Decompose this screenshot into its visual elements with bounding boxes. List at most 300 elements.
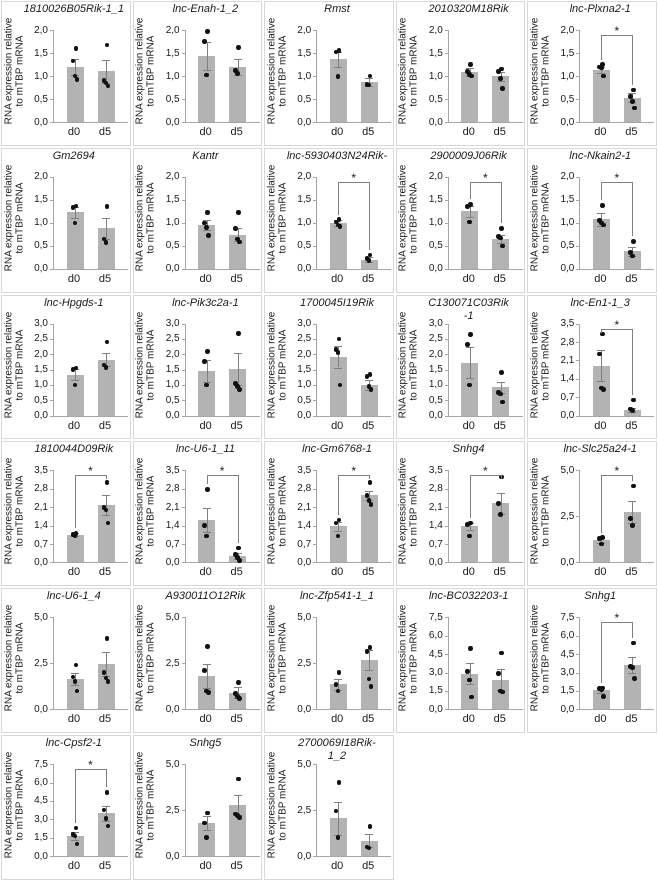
- y-axis-label-line: RNA expression relative: [266, 311, 278, 419]
- error-bar-cap: [102, 353, 110, 354]
- y-tick-label: 3,5: [297, 464, 312, 476]
- x-tick-label: d0: [331, 126, 344, 138]
- y-tick-mark: [445, 385, 448, 386]
- chart-title: [19, 737, 129, 750]
- chart-title-line: 2010320M18Rik: [428, 3, 509, 15]
- y-tick-label: 2,0: [34, 171, 48, 183]
- y-axis-label-line: RNA expression relative: [134, 604, 146, 712]
- x-tick-label: d0: [67, 272, 81, 285]
- data-point: [630, 254, 635, 259]
- data-point: [105, 340, 110, 345]
- error-bar: [207, 664, 208, 688]
- x-tick-label: d0: [67, 860, 81, 873]
- y-tick-label: 0,5: [34, 93, 48, 105]
- y-tick-mark: [445, 246, 448, 247]
- data-point: [105, 790, 110, 795]
- y-tick-mark: [576, 562, 579, 563]
- plot-area: [185, 617, 260, 710]
- y-tick-label: 1,5: [297, 194, 312, 206]
- y-axis-label: [133, 308, 159, 422]
- significance-bracket-drop: [470, 475, 471, 517]
- significance-bracket-drop: [601, 182, 602, 201]
- y-tick-label: 4,5: [560, 648, 575, 660]
- y-tick-mark: [576, 360, 579, 361]
- y-tick-label: 2,0: [428, 171, 443, 183]
- y-tick-label: 2,0: [560, 24, 575, 36]
- y-tick-label: 2,5: [560, 510, 575, 522]
- significance-star: *: [88, 464, 93, 479]
- data-point: [233, 226, 238, 231]
- significance-bracket-drop: [338, 182, 339, 215]
- y-tick-mark: [50, 400, 53, 401]
- y-tick-mark: [50, 764, 53, 765]
- data-point: [205, 349, 210, 354]
- y-tick-mark: [313, 764, 316, 765]
- y-tick-mark: [50, 324, 53, 325]
- y-tick-label: 0,0: [34, 703, 48, 715]
- error-bar-cap: [365, 834, 373, 835]
- y-tick-mark: [313, 76, 316, 77]
- y-tick-label: 0,0: [165, 116, 180, 128]
- x-tick-label: d0: [594, 566, 607, 579]
- y-tick-mark: [50, 416, 53, 417]
- x-tick-label: d0: [199, 419, 212, 432]
- chart-panel: [133, 1, 263, 146]
- plot-area: [448, 170, 523, 270]
- bar-d5: [361, 82, 378, 122]
- y-tick-mark: [182, 764, 185, 765]
- significance-bracket-drop: [601, 622, 602, 683]
- data-point: [236, 777, 241, 782]
- y-tick-label: 2,1: [165, 501, 180, 513]
- chart-panel: [133, 148, 263, 293]
- chart-title-line: 2900009J06Rik: [430, 149, 507, 162]
- significance-bracket-drop: [632, 182, 633, 236]
- y-tick-label: 1,0: [560, 70, 575, 82]
- error-bar-cap: [334, 67, 342, 68]
- y-tick-mark: [576, 654, 579, 655]
- y-tick-label: 0,0: [428, 703, 443, 715]
- chart-title: [545, 3, 655, 16]
- data-point: [236, 210, 241, 215]
- y-tick-label: 3,0: [297, 318, 312, 330]
- data-point: [599, 687, 604, 692]
- chart-title: [19, 297, 129, 310]
- y-tick-label: 0,5: [34, 394, 48, 406]
- y-tick-label: 5,0: [297, 611, 312, 623]
- y-tick-label: 0,7: [34, 538, 48, 550]
- x-tick-label: d5: [98, 419, 112, 432]
- error-bar-cap: [628, 657, 636, 658]
- x-tick-label: d0: [462, 272, 475, 285]
- chart-title: [282, 590, 392, 603]
- significance-star: *: [614, 24, 620, 38]
- y-tick-mark: [50, 339, 53, 340]
- chart-title: [282, 3, 392, 16]
- plot-area: [579, 317, 654, 417]
- y-tick-mark: [50, 200, 53, 201]
- data-point: [202, 668, 207, 673]
- y-axis-label-line: RNA expression relative: [266, 17, 278, 125]
- y-tick-mark: [313, 663, 316, 664]
- y-tick-mark: [313, 385, 316, 386]
- chart-panel: [264, 295, 394, 440]
- error-bar: [470, 347, 471, 378]
- y-tick-mark: [50, 354, 53, 355]
- y-tick-mark: [50, 223, 53, 224]
- y-tick-label: 0,0: [34, 556, 48, 568]
- chart-panel: [264, 588, 394, 733]
- y-axis-label-line: RNA expression relative: [3, 17, 14, 125]
- y-tick-label: 2,5: [165, 657, 180, 669]
- data-point: [105, 480, 110, 485]
- y-axis-label-line: RNA expression relative: [134, 458, 146, 565]
- error-bar-cap: [203, 70, 211, 71]
- significance-bracket-drop: [106, 769, 107, 787]
- plot-area: [53, 758, 128, 857]
- empty-cell: [396, 735, 526, 880]
- significance-bracket-drop: [207, 475, 208, 484]
- y-axis-label: [1, 454, 27, 568]
- chart-title: [19, 3, 129, 16]
- y-tick-mark: [50, 246, 53, 247]
- y-tick-label: 5,0: [165, 611, 180, 623]
- y-tick-mark: [313, 99, 316, 100]
- plot-area: [316, 170, 391, 270]
- y-tick-label: 1,5: [428, 47, 443, 59]
- y-tick-mark: [182, 617, 185, 618]
- data-point: [500, 244, 505, 249]
- error-bar-cap: [71, 840, 79, 841]
- data-point: [105, 636, 110, 641]
- y-tick-label: 1,5: [428, 194, 443, 206]
- chart-title-line: lnc-5930403N24Rik-: [286, 149, 388, 162]
- y-axis-label-line: RNA expression relative: [3, 751, 14, 859]
- y-tick-mark: [50, 99, 53, 100]
- y-axis-label-line: RNA expression relative: [3, 164, 14, 272]
- chart-title: [19, 443, 129, 456]
- y-tick-mark: [182, 416, 185, 417]
- data-point: [465, 669, 470, 674]
- chart-title-line: lnc-Nkain2-1: [569, 149, 632, 162]
- y-tick-label: 0,5: [560, 93, 575, 105]
- data-point: [206, 690, 211, 695]
- y-tick-label: 1,5: [34, 47, 48, 59]
- chart-title: [282, 297, 392, 310]
- error-bar-cap: [365, 380, 373, 381]
- significance-star: *: [219, 464, 225, 479]
- y-tick-mark: [445, 673, 448, 674]
- chart-title-line: Gm2694: [52, 149, 95, 162]
- x-tick-label: d0: [462, 126, 475, 138]
- y-tick-label: 0,0: [297, 410, 312, 422]
- y-tick-mark: [50, 385, 53, 386]
- x-tick-label: d5: [493, 566, 506, 579]
- y-tick-mark: [445, 416, 448, 417]
- y-tick-label: 1,0: [428, 70, 443, 82]
- x-tick-label: d5: [493, 713, 506, 726]
- y-tick-mark: [182, 709, 185, 710]
- significance-star: *: [351, 170, 357, 185]
- x-tick-label: d5: [98, 860, 112, 873]
- y-tick-mark: [576, 470, 579, 471]
- y-axis-label: [264, 748, 290, 862]
- y-axis-label-line: RNA expression relative: [3, 604, 14, 712]
- significance-star: *: [614, 611, 620, 626]
- x-tick-label: d5: [362, 419, 375, 432]
- y-tick-label: 1,4: [560, 373, 575, 385]
- significance-bracket-drop: [601, 329, 602, 333]
- significance-bracket-drop: [601, 475, 602, 532]
- error-bar: [338, 52, 339, 68]
- data-point: [235, 71, 240, 76]
- plot-area: [185, 464, 260, 563]
- data-point: [206, 233, 211, 238]
- y-tick-label: 3,5: [165, 464, 180, 476]
- y-tick-label: 1,5: [560, 194, 575, 206]
- y-tick-label: 7,5: [34, 758, 48, 770]
- y-tick-label: 0,0: [428, 556, 443, 568]
- y-tick-mark: [313, 223, 316, 224]
- y-tick-mark: [445, 544, 448, 545]
- x-tick-label: d0: [331, 713, 344, 726]
- error-bar: [75, 207, 76, 218]
- y-tick-label: 2,0: [34, 24, 48, 36]
- x-tick-label: d0: [67, 126, 81, 138]
- chart-title: [414, 150, 524, 163]
- error-bar: [207, 508, 208, 532]
- y-tick-mark: [445, 370, 448, 371]
- y-tick-label: 0,0: [34, 263, 48, 275]
- chart-panel: [527, 295, 657, 440]
- data-point: [336, 350, 341, 355]
- data-point: [631, 398, 636, 403]
- y-tick-mark: [313, 354, 316, 355]
- y-tick-mark: [313, 30, 316, 31]
- y-tick-label: 0,0: [34, 850, 48, 862]
- y-tick-mark: [313, 177, 316, 178]
- chart-panel: [396, 588, 526, 733]
- y-axis-label: [133, 161, 159, 275]
- y-tick-mark: [182, 400, 185, 401]
- y-tick-mark: [445, 489, 448, 490]
- chart-title-line: lnc-Slc25a24-1: [563, 443, 637, 456]
- y-tick-mark: [50, 507, 53, 508]
- significance-star: *: [614, 170, 620, 185]
- chart-panel: [1, 295, 131, 440]
- y-tick-label: 1,5: [34, 832, 48, 844]
- y-tick-label: 0,5: [34, 240, 48, 252]
- x-tick-label: d5: [493, 419, 506, 432]
- y-tick-label: 2,1: [560, 354, 575, 366]
- y-axis-label: [133, 748, 159, 862]
- y-tick-label: 0,0: [428, 263, 443, 275]
- chart-panel: [264, 1, 394, 146]
- y-tick-mark: [50, 526, 53, 527]
- y-tick-mark: [313, 269, 316, 270]
- y-tick-label: 0,5: [165, 394, 180, 406]
- y-tick-mark: [576, 397, 579, 398]
- chart-panel: [396, 295, 526, 440]
- plot-area: [185, 324, 260, 417]
- chart-title: [414, 590, 524, 603]
- x-tick-label: d5: [625, 272, 638, 285]
- plot-area: [185, 30, 260, 123]
- error-bar-cap: [466, 217, 474, 218]
- y-tick-mark: [576, 324, 579, 325]
- data-point: [105, 43, 110, 48]
- x-tick-label: d0: [462, 713, 475, 726]
- y-axis-label-line: to mTBP mRNA: [145, 476, 157, 547]
- y-tick-label: 0,7: [428, 538, 443, 550]
- plot-area: [316, 764, 391, 857]
- chart-title-line: -1: [463, 309, 474, 322]
- y-tick-mark: [182, 544, 185, 545]
- significance-bracket-drop: [501, 475, 502, 479]
- error-bar-cap: [365, 670, 373, 671]
- plot-area: [53, 617, 128, 710]
- y-tick-mark: [313, 370, 316, 371]
- significance-bracket-drop: [369, 475, 370, 479]
- x-tick-label: d5: [362, 566, 375, 579]
- y-tick-mark: [182, 324, 185, 325]
- y-tick-mark: [445, 223, 448, 224]
- y-tick-mark: [576, 342, 579, 343]
- y-tick-mark: [313, 617, 316, 618]
- data-point: [237, 387, 242, 392]
- y-tick-label: 4,5: [428, 648, 443, 660]
- y-tick-label: 0,0: [34, 410, 48, 422]
- y-tick-label: 1,5: [165, 364, 180, 376]
- data-point: [237, 815, 242, 820]
- y-tick-label: 3,5: [428, 464, 443, 476]
- y-tick-mark: [313, 544, 316, 545]
- y-tick-label: 1,0: [297, 379, 312, 391]
- plot-area: [448, 30, 523, 123]
- y-tick-label: 2,8: [428, 483, 443, 495]
- y-tick-mark: [313, 709, 316, 710]
- y-tick-label: 1,0: [297, 70, 312, 82]
- y-axis-label: [264, 14, 290, 128]
- y-tick-label: 0,0: [165, 850, 180, 862]
- x-tick-label: d0: [331, 566, 344, 579]
- bar-d0: [461, 526, 478, 562]
- y-axis-label-line: to mTBP mRNA: [145, 769, 157, 841]
- data-point: [104, 365, 109, 370]
- error-bar-cap: [102, 218, 110, 219]
- data-point: [74, 46, 79, 51]
- x-tick-label: d0: [594, 713, 607, 726]
- chart-title-line: 1_2: [327, 750, 347, 763]
- y-tick-mark: [445, 269, 448, 270]
- y-axis-label-line: to mTBP mRNA: [14, 35, 25, 107]
- error-bar-cap: [102, 806, 110, 807]
- data-point: [236, 680, 241, 685]
- data-point: [630, 665, 635, 670]
- error-bar-cap: [334, 679, 342, 680]
- plot-area: [579, 170, 654, 270]
- empty-cell: [527, 735, 657, 880]
- chart-panel: [1, 1, 131, 146]
- y-axis-label-line: RNA expression relative: [397, 604, 409, 712]
- data-point: [368, 480, 373, 485]
- y-tick-mark: [313, 810, 316, 811]
- y-tick-label: 6,0: [428, 630, 443, 642]
- y-tick-mark: [182, 470, 185, 471]
- y-tick-label: 2,8: [560, 336, 575, 348]
- x-tick-label: d0: [67, 566, 81, 579]
- y-tick-label: 0,0: [428, 410, 443, 422]
- data-point: [236, 546, 241, 551]
- bar-d5: [492, 76, 509, 122]
- y-tick-label: 1,0: [165, 217, 180, 229]
- y-tick-label: 0,5: [428, 394, 443, 406]
- data-point: [600, 203, 605, 208]
- chart-title-line: Snhg5: [189, 737, 222, 750]
- y-tick-mark: [182, 269, 185, 270]
- chart-title: [414, 443, 524, 456]
- x-tick-label: d5: [98, 713, 112, 726]
- y-tick-mark: [50, 819, 53, 820]
- data-point: [631, 88, 636, 93]
- y-tick-label: 0,7: [165, 538, 180, 550]
- y-axis-label-line: to mTBP mRNA: [14, 622, 25, 694]
- plot-area: [579, 611, 654, 710]
- error-bar-cap: [628, 501, 636, 502]
- y-axis-label: [1, 161, 27, 275]
- y-tick-mark: [445, 30, 448, 31]
- y-tick-label: 2,0: [165, 24, 180, 36]
- y-tick-mark: [445, 99, 448, 100]
- plot-area: [579, 24, 654, 123]
- data-point: [498, 76, 503, 81]
- significance-bracket-drop: [632, 475, 633, 481]
- chart-title-line: 1810044D09Rik: [34, 443, 114, 456]
- error-bar-cap: [497, 493, 505, 494]
- y-tick-label: 5,0: [165, 758, 180, 770]
- x-tick-label: d0: [199, 860, 212, 873]
- x-tick-label: d0: [199, 272, 212, 285]
- error-bar-cap: [203, 816, 211, 817]
- plot-area: [53, 30, 128, 123]
- y-tick-label: 0,0: [428, 116, 443, 128]
- plot-area: [448, 617, 523, 710]
- significance-bracket-drop: [369, 182, 370, 250]
- y-tick-label: 0,5: [297, 394, 312, 406]
- data-point: [468, 332, 473, 337]
- y-tick-mark: [445, 709, 448, 710]
- y-tick-mark: [445, 324, 448, 325]
- error-bar: [106, 60, 107, 83]
- y-tick-label: 2,8: [34, 483, 48, 495]
- y-tick-label: 2,5: [34, 333, 48, 345]
- data-point: [205, 210, 210, 215]
- x-tick-label: d0: [594, 272, 607, 285]
- y-tick-mark: [576, 516, 579, 517]
- chart-panel: [527, 1, 657, 146]
- y-tick-mark: [576, 636, 579, 637]
- y-axis-label-line: to mTBP mRNA: [408, 622, 420, 694]
- y-tick-label: 3,0: [34, 813, 48, 825]
- y-tick-label: 3,0: [560, 667, 575, 678]
- y-tick-label: 1,5: [34, 194, 48, 206]
- chart-panel: [133, 295, 263, 440]
- y-tick-label: 0,0: [165, 556, 180, 568]
- chart-panel: [527, 441, 657, 586]
- plot-area: [53, 464, 128, 563]
- y-tick-label: 1,0: [560, 217, 575, 229]
- y-tick-mark: [313, 400, 316, 401]
